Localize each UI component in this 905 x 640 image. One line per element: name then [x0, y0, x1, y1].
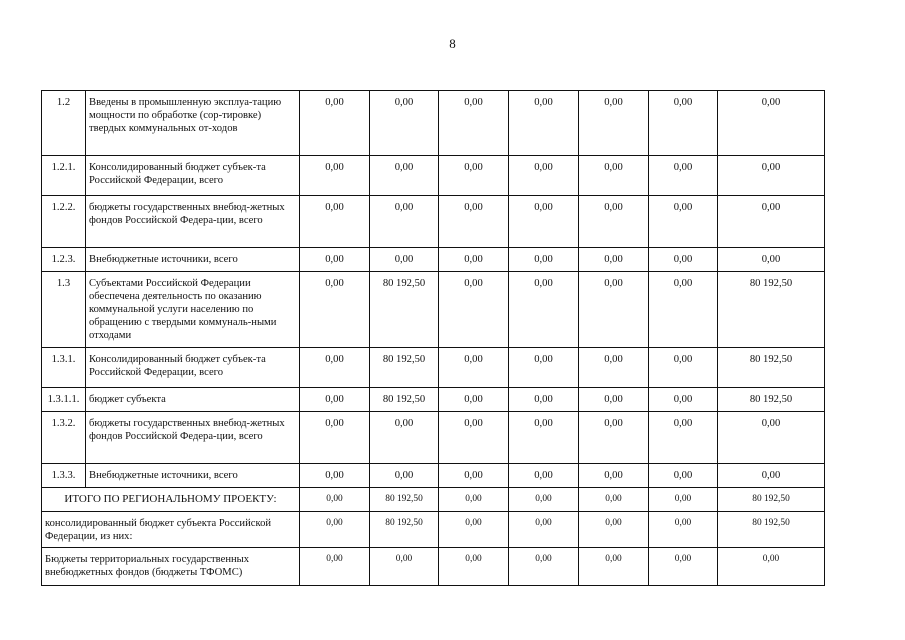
page-number: 8: [449, 36, 456, 51]
row-value: 0,00: [509, 156, 579, 196]
row-value: 80 192,50: [370, 348, 439, 388]
table-row: [42, 388, 825, 412]
row-value: 0,00: [300, 248, 370, 272]
table-row: [42, 272, 825, 348]
row-value: 0,00: [439, 156, 509, 196]
row-description: Внебюджетные источники, всего: [86, 464, 300, 488]
tfoms-row: [42, 548, 825, 586]
row-value: 0,00: [579, 91, 649, 156]
row-value: 0,00: [649, 388, 718, 412]
row-value: 0,00: [509, 196, 579, 248]
row-value: 80 192,50: [370, 272, 439, 348]
row-description: Консолидированный бюджет субъек-та Российской Федерации, всего: [86, 156, 300, 196]
row-description: Введены в промышленную эксплуа-тацию мощности по обработке (сор-тировке) твердых коммунальных от-ходов: [86, 91, 300, 156]
table-row: [42, 156, 825, 196]
row-value: 0,00: [718, 464, 825, 488]
row-description: Консолидированный бюджет субъек-та Российской Федерации, всего: [86, 348, 300, 388]
consolidated-row-value: 80 192,50: [718, 512, 825, 548]
tfoms-row-value: 0,00: [439, 548, 509, 586]
row-value: 0,00: [579, 464, 649, 488]
row-value: 0,00: [370, 156, 439, 196]
row-value: 0,00: [649, 348, 718, 388]
row-number: 1.3.1.1.: [42, 388, 86, 412]
row-value: 0,00: [649, 248, 718, 272]
row-value: 80 192,50: [370, 388, 439, 412]
totals-row-value: 0,00: [509, 488, 579, 512]
tfoms-row-value: 0,00: [370, 548, 439, 586]
row-value: 0,00: [579, 272, 649, 348]
table-row: [42, 412, 825, 464]
row-value: 0,00: [649, 272, 718, 348]
tfoms-row-value: 0,00: [509, 548, 579, 586]
tfoms-row-value: 0,00: [718, 548, 825, 586]
row-description: бюджеты государственных внебюд-жетных фондов Российской Федера-ции, всего: [86, 196, 300, 248]
row-value: 0,00: [579, 196, 649, 248]
row-value: 0,00: [718, 91, 825, 156]
row-value: 0,00: [509, 248, 579, 272]
row-value: 0,00: [439, 388, 509, 412]
row-value: 0,00: [300, 196, 370, 248]
consolidated-row-value: 80 192,50: [370, 512, 439, 548]
row-value: 0,00: [370, 248, 439, 272]
totals-row-value: 80 192,50: [370, 488, 439, 512]
row-value: 0,00: [300, 91, 370, 156]
row-value: 0,00: [718, 156, 825, 196]
row-number: 1.2: [42, 91, 86, 156]
row-number: 1.2.2.: [42, 196, 86, 248]
budget-table-body: [42, 91, 825, 586]
totals-row: [42, 488, 825, 512]
row-value: 0,00: [370, 464, 439, 488]
row-value: 0,00: [649, 156, 718, 196]
row-value: 0,00: [370, 412, 439, 464]
row-value: 0,00: [649, 196, 718, 248]
row-value: 0,00: [509, 388, 579, 412]
row-description: Субъектами Российской Федерации обеспечена деятельность по оказанию коммунальной услуги населению по обращению с твердыми коммуналь-ными отходами: [86, 272, 300, 348]
row-value: 0,00: [509, 412, 579, 464]
row-value: 0,00: [579, 248, 649, 272]
row-value: 0,00: [300, 388, 370, 412]
totals-row-value: 0,00: [439, 488, 509, 512]
tfoms-row-value: 0,00: [579, 548, 649, 586]
row-value: 0,00: [649, 91, 718, 156]
row-value: 0,00: [509, 91, 579, 156]
row-value: 0,00: [439, 412, 509, 464]
table-row: [42, 464, 825, 488]
totals-row-label: ИТОГО ПО РЕГИОНАЛЬНОМУ ПРОЕКТУ:: [42, 488, 300, 512]
row-value: 0,00: [370, 91, 439, 156]
row-value: 0,00: [649, 464, 718, 488]
totals-row-value: 0,00: [579, 488, 649, 512]
tfoms-row-value: 0,00: [649, 548, 718, 586]
table-row: [42, 91, 825, 156]
row-value: 0,00: [649, 412, 718, 464]
table-row: [42, 348, 825, 388]
totals-row-value: 0,00: [300, 488, 370, 512]
row-value: 0,00: [718, 412, 825, 464]
consolidated-row: [42, 512, 825, 548]
consolidated-row-value: 0,00: [579, 512, 649, 548]
row-value: 0,00: [718, 196, 825, 248]
row-number: 1.3.1.: [42, 348, 86, 388]
row-value: 0,00: [300, 272, 370, 348]
row-value: 0,00: [509, 348, 579, 388]
consolidated-row-value: 0,00: [300, 512, 370, 548]
row-number: 1.2.1.: [42, 156, 86, 196]
consolidated-row-value: 0,00: [649, 512, 718, 548]
totals-row-value: 0,00: [649, 488, 718, 512]
budget-table: [41, 90, 825, 586]
consolidated-row-label: консолидированный бюджет субъекта Российской Федерации, из них:: [42, 512, 300, 548]
consolidated-row-value: 0,00: [439, 512, 509, 548]
row-value: 0,00: [439, 91, 509, 156]
row-value: 0,00: [300, 348, 370, 388]
row-value: 0,00: [439, 196, 509, 248]
row-value: 0,00: [509, 272, 579, 348]
row-value: 0,00: [439, 272, 509, 348]
row-description: Внебюджетные источники, всего: [86, 248, 300, 272]
row-value: 0,00: [300, 464, 370, 488]
row-number: 1.3: [42, 272, 86, 348]
row-value: 0,00: [439, 464, 509, 488]
row-value: 80 192,50: [718, 388, 825, 412]
row-description: бюджеты государственных внебюд-жетных фондов Российской Федера-ции, всего: [86, 412, 300, 464]
row-value: 0,00: [579, 412, 649, 464]
row-value: 80 192,50: [718, 348, 825, 388]
row-value: 0,00: [439, 348, 509, 388]
row-number: 1.2.3.: [42, 248, 86, 272]
row-value: 0,00: [300, 156, 370, 196]
row-value: 0,00: [579, 348, 649, 388]
row-value: 0,00: [718, 248, 825, 272]
totals-row-value: 80 192,50: [718, 488, 825, 512]
table-row: [42, 196, 825, 248]
row-number: 1.3.3.: [42, 464, 86, 488]
row-value: 0,00: [509, 464, 579, 488]
row-value: 80 192,50: [718, 272, 825, 348]
row-description: бюджет субъекта: [86, 388, 300, 412]
table-row: [42, 248, 825, 272]
tfoms-row-label: Бюджеты территориальных государственных внебюджетных фондов (бюджеты ТФОМС): [42, 548, 300, 586]
row-value: 0,00: [370, 196, 439, 248]
row-number: 1.3.2.: [42, 412, 86, 464]
row-value: 0,00: [300, 412, 370, 464]
row-value: 0,00: [579, 156, 649, 196]
row-value: 0,00: [439, 248, 509, 272]
consolidated-row-value: 0,00: [509, 512, 579, 548]
tfoms-row-value: 0,00: [300, 548, 370, 586]
row-value: 0,00: [579, 388, 649, 412]
